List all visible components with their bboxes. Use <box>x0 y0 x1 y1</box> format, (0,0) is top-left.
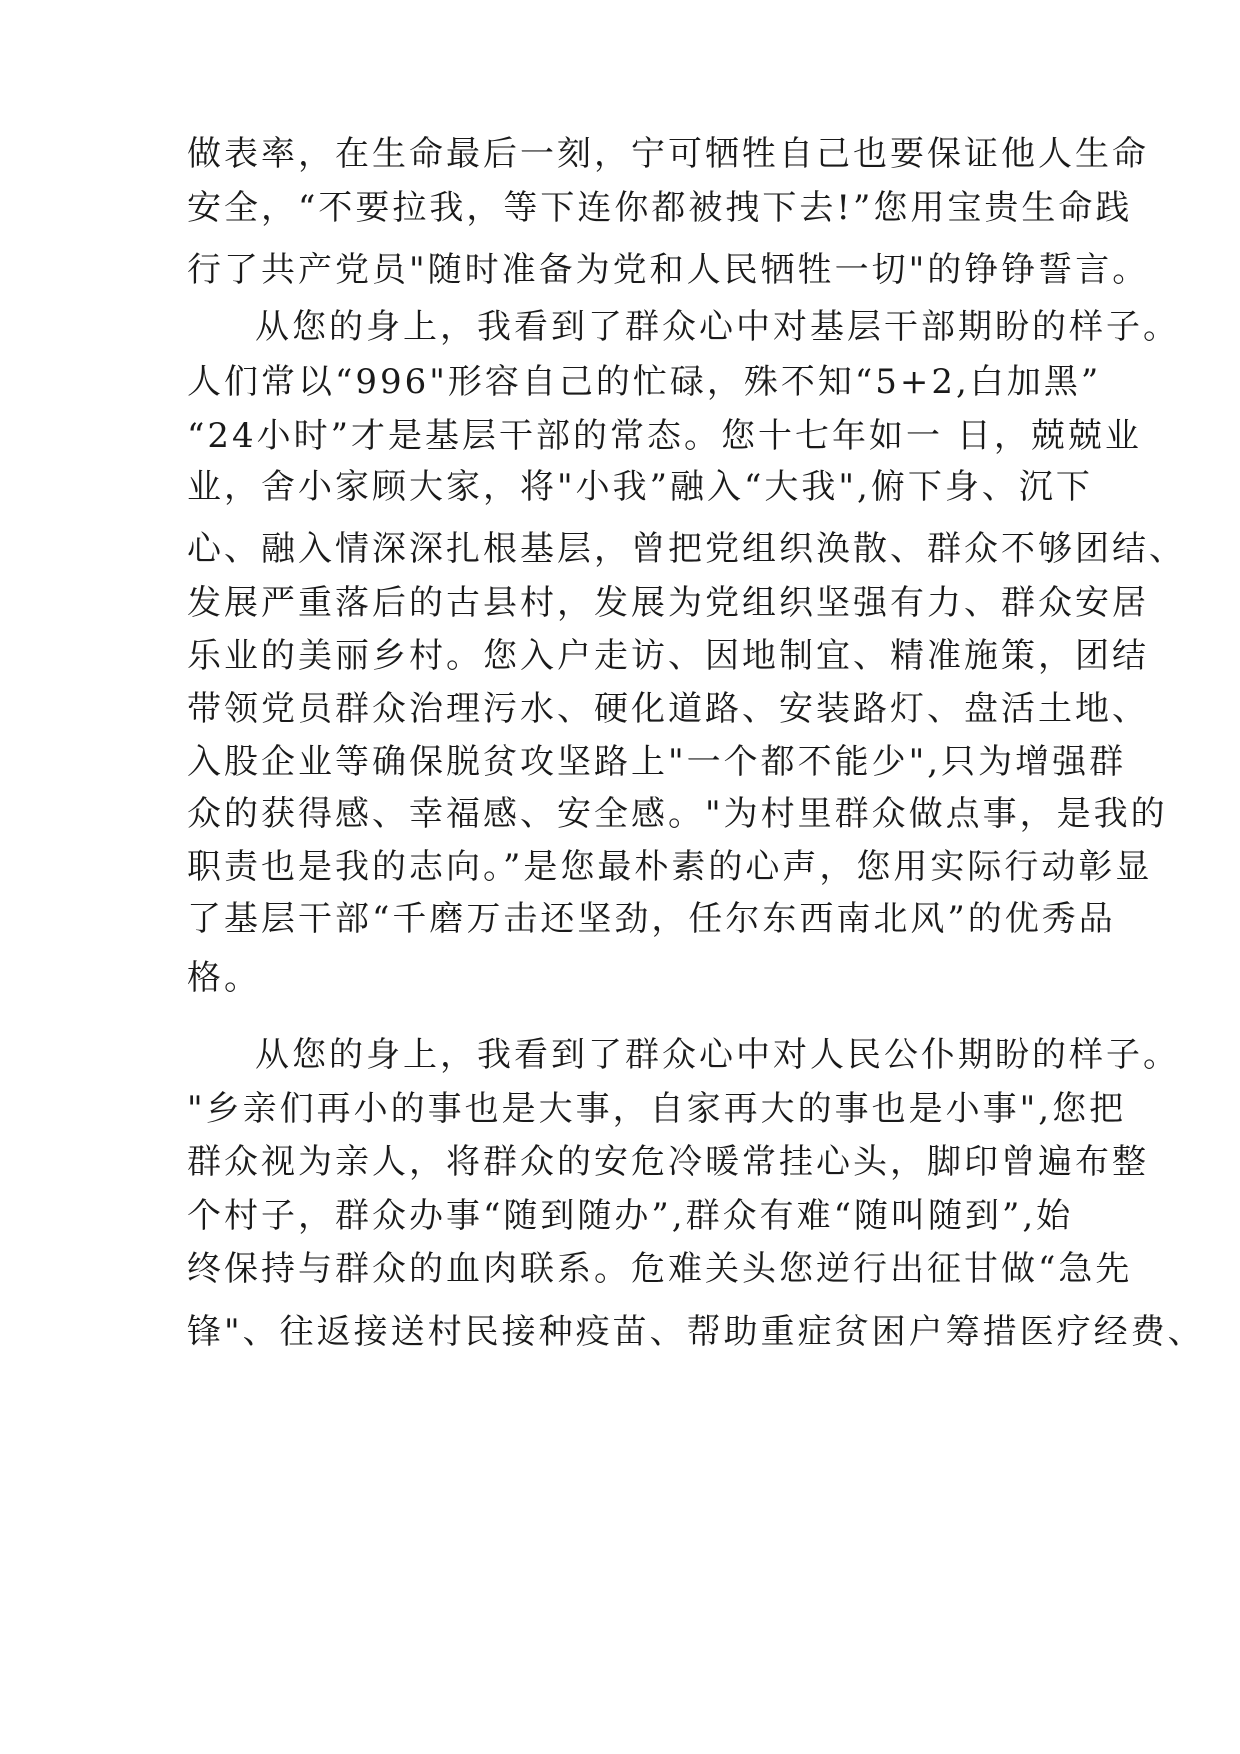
text-line: 终保持与群众的血肉联系。危难关头您逆行出征甘做“急先 <box>187 1249 1133 1289</box>
text-line: "乡亲们再小的事也是大事，自家再大的事也是小事",您把 <box>187 1089 1127 1129</box>
text-line: 做表率，在生命最后一刻，宁可牺牲自己也要保证他人生命 <box>187 134 1149 174</box>
text-line: 了基层干部“千磨万击还坚劲，任尔东西南北风”的优秀品 <box>187 899 1116 939</box>
text-line: 安全，“不要拉我，等下连你都被拽下去!”您用宝贵生命践 <box>187 188 1133 228</box>
text-line: 锋"、往返接送村民接种疫苗、帮助重症贫困户筹措医疗经费、 <box>187 1312 1205 1352</box>
text-line: 乐业的美丽乡村。您入户走访、因地制宜、精准施策，团结 <box>187 636 1149 676</box>
text-line: 入股企业等确保脱贫攻坚路上"一个都不能少",只为增强群 <box>187 742 1127 782</box>
paragraph-first-line: 从您的身上，我看到了群众心中对基层干部期盼的样子。 <box>255 307 1180 347</box>
text-line: 发展严重落后的古县村，发展为党组织坚强有力、群众安居 <box>187 583 1149 623</box>
text-line: “24小时”才是基层干部的常态。您十七年如一 日，兢兢业 <box>187 416 1142 456</box>
text-line: 格。 <box>187 958 261 998</box>
text-line: 职责也是我的志向。”是您最朴素的心声，您用实际行动彰显 <box>187 847 1153 887</box>
text-line: 个村子，群众办事“随到随办”,群众有难“随叫随到”,始 <box>187 1196 1074 1236</box>
text-line: 心、融入情深深扎根基层，曾把党组织涣散、群众不够团结、 <box>187 529 1186 569</box>
paragraph-first-line: 从您的身上，我看到了群众心中对人民公仆期盼的样子。 <box>255 1035 1180 1075</box>
text-line: 群众视为亲人，将群众的安危冷暖常挂心头，脚印曾遍布整 <box>187 1142 1149 1182</box>
text-line: 行了共产党员"随时准备为党和人民牺牲一切"的铮铮誓言。 <box>187 250 1150 290</box>
text-line: 人们常以“996"形容自己的忙碌，殊不知“5+2,白加黑” <box>187 362 1102 402</box>
text-line: 业，舍小家顾大家，将"小我”融入“大我",俯下身、沉下 <box>187 467 1093 507</box>
text-line: 带领党员群众治理污水、硬化道路、安装路灯、盘活土地、 <box>187 689 1149 729</box>
text-line: 众的获得感、幸福感、安全感。"为村里群众做点事，是我的 <box>187 794 1168 834</box>
